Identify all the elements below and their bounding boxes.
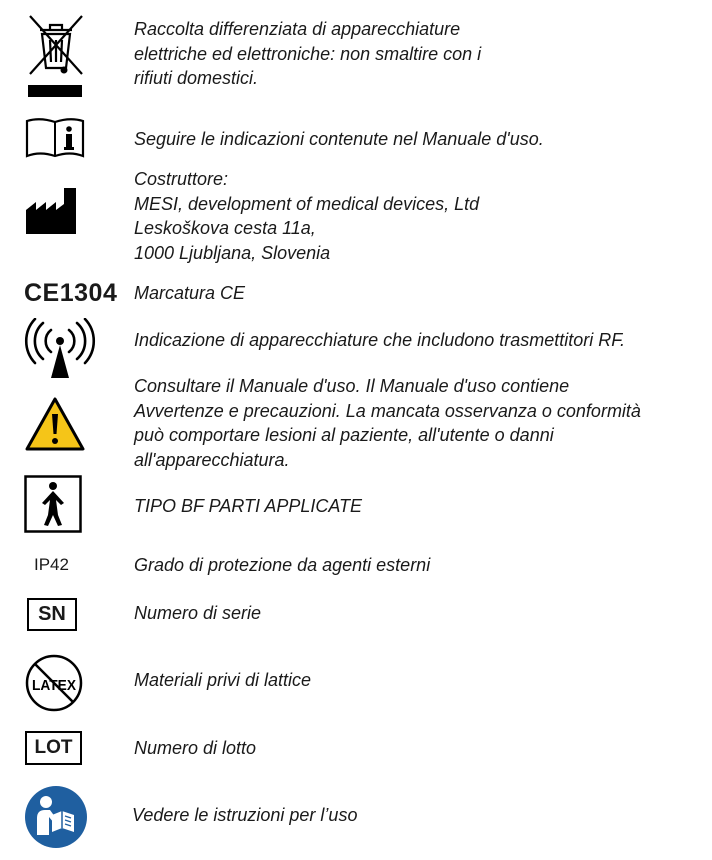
description-line: Indicazione di apparecchiature che includono trasmettitori RF. bbox=[134, 330, 625, 350]
consult-manual-icon bbox=[24, 116, 86, 160]
description-line: Marcatura CE bbox=[134, 283, 246, 303]
description-line: Seguire le indicazioni contenute nel Manuale d'uso. bbox=[134, 129, 544, 149]
description-line: MESI, development of medical devices, Ltd bbox=[134, 193, 480, 214]
latex-label: LATEX bbox=[32, 677, 76, 694]
description-line: Grado di protezione da agenti esterni bbox=[134, 555, 431, 575]
description-line: Numero di serie bbox=[134, 603, 262, 623]
ip-rating-icon: IP42 bbox=[34, 555, 69, 574]
latex-free-icon bbox=[24, 653, 84, 713]
serial-number-icon: SN bbox=[27, 598, 77, 631]
manufacturer-icon bbox=[24, 186, 82, 236]
instructions-for-use-icon bbox=[24, 785, 88, 849]
rf-transmitter-icon bbox=[24, 318, 96, 380]
description-line: all'apparecchiatura. bbox=[134, 449, 290, 470]
description-line: Leskoškova cesta 11a, bbox=[134, 218, 316, 238]
description-line: Consultare il Manuale d'uso. Il Manuale d'uso contiene bbox=[134, 376, 570, 396]
lot-number-icon: LOT bbox=[25, 731, 82, 765]
type-bf-applied-part-icon bbox=[24, 475, 82, 533]
description-line: 1000 Ljubljana, Slovenia bbox=[134, 242, 331, 263]
description-line: Numero di lotto bbox=[134, 738, 257, 758]
description-line: Materiali privi di lattice bbox=[134, 670, 312, 690]
description-line: Costruttore: bbox=[134, 169, 229, 189]
description-line: TIPO BF PARTI APPLICATE bbox=[134, 496, 363, 516]
description-line: elettriche ed elettroniche: non smaltire con i bbox=[134, 43, 482, 64]
description-line: Vedere le istruzioni per l’uso bbox=[132, 805, 358, 825]
warning-triangle-icon bbox=[24, 396, 86, 452]
description-line: Avvertenze e precauzioni. La mancata osservanza o conformità bbox=[134, 400, 641, 421]
description-line: può comportare lesioni al paziente, all'utente o danni bbox=[134, 425, 554, 445]
ce-mark-icon: CE1304 bbox=[24, 279, 118, 307]
description-line: Raccolta differenziata di apparecchiature bbox=[134, 19, 461, 39]
description-line: rifiuti domestici. bbox=[134, 68, 259, 88]
weee-crossed-bin-icon bbox=[24, 12, 88, 98]
